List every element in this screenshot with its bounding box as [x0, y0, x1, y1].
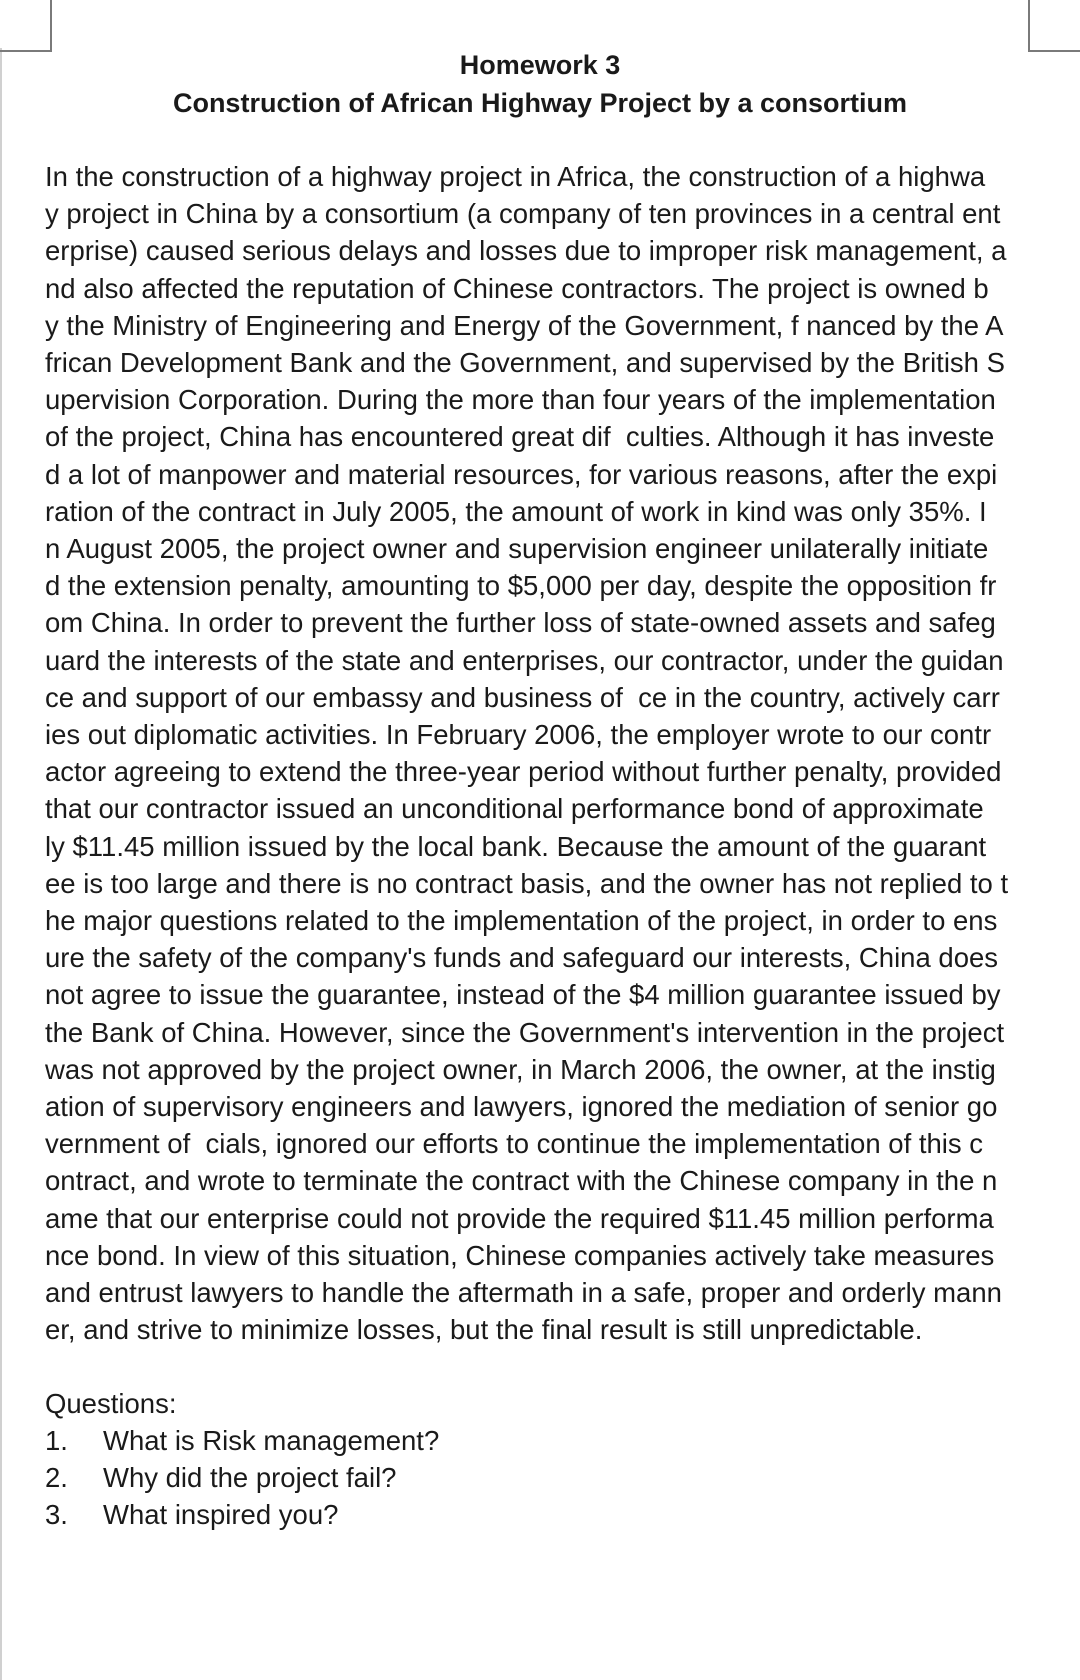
body-line: ation of supervisory engineers and lawyers, ignored the mediation of senior go	[45, 1091, 998, 1123]
question-text: Why did the project fail?	[103, 1462, 397, 1493]
body-line: y project in China by a consortium (a company of ten provinces in a central ent	[45, 198, 1001, 230]
body-line: nd also affected the reputation of Chinese contractors. The project is owned b	[45, 272, 989, 304]
question-text: What is Risk management?	[103, 1425, 440, 1456]
question-item	[45, 1422, 1035, 1459]
question-item	[45, 1459, 1035, 1496]
body-line: actor agreeing to extend the three-year period without further penalty, provided	[45, 756, 1002, 788]
body-line: d a lot of manpower and material resources, for various reasons, after the expi	[45, 458, 998, 490]
body-line: vernment of cials, ignored our efforts to continue the implementation of this c	[45, 1128, 984, 1160]
body-line: ration of the contract in July 2005, the amount of work in kind was only 35%. I	[45, 495, 987, 527]
question-number: 3.	[45, 1499, 68, 1530]
body-line: upervision Corporation. During the more than four years of the implementation	[45, 384, 996, 416]
document-header	[0, 46, 1080, 122]
body-line: ame that our enterprise could not provide the required $11.45 million performa	[45, 1202, 994, 1234]
document-body	[45, 158, 1035, 1349]
body-line: ce and support of our embassy and business of ce in the country, actively carr	[45, 681, 1000, 713]
body-line: nce bond. In view of this situation, Chinese companies actively take measures	[45, 1239, 995, 1271]
question-number: 1.	[45, 1425, 68, 1456]
document-subtitle: Construction of African Highway Project by a consortium	[172, 88, 908, 118]
crop-mark-top-right	[1028, 0, 1080, 52]
body-line: ure the safety of the company's funds and safeguard our interests, China does	[45, 942, 999, 974]
body-line: er, and strive to minimize losses, but the final result is still unpredictable.	[45, 1314, 923, 1346]
body-line: ly $11.45 million issued by the local bank. Because the amount of the guarant	[45, 830, 987, 862]
questions-section	[45, 1385, 1035, 1533]
body-line: uard the interests of the state and enterprises, our contractor, under the guidan	[45, 644, 1004, 676]
body-line: he major questions related to the implementation of the project, in order to ens	[45, 905, 998, 937]
page-edge	[0, 48, 2, 1680]
crop-mark-top-left	[0, 0, 52, 52]
body-line: frican Development Bank and the Government, and supervised by the British S	[45, 347, 1005, 379]
body-line: not agree to issue the guarantee, instead of the $4 million guarantee issued by	[45, 979, 1001, 1011]
questions-heading: Questions:	[45, 1388, 177, 1419]
body-line: the Bank of China. However, since the Government's intervention in the project	[45, 1016, 1005, 1048]
question-item	[45, 1496, 1035, 1533]
question-text: What inspired you?	[103, 1499, 339, 1530]
body-line: ontract, and wrote to terminate the contract with the Chinese company in the n	[45, 1165, 998, 1197]
document-title: Homework 3	[459, 50, 621, 80]
body-line: ee is too large and there is no contract basis, and the owner has not replied to t	[45, 867, 1009, 899]
question-number: 2.	[45, 1462, 68, 1493]
body-line: ies out diplomatic activities. In February 2006, the employer wrote to our contr	[45, 719, 992, 751]
body-line: In the construction of a highway project in Africa, the construction of a highwa	[45, 161, 986, 192]
body-line: y the Ministry of Engineering and Energy of the Government, f nanced by the A	[45, 309, 1004, 341]
body-line: of the project, China has encountered great dif culties. Although it has investe	[45, 421, 995, 453]
body-line: and entrust lawyers to handle the aftermath in a safe, proper and orderly mann	[45, 1277, 1002, 1309]
body-line: om China. In order to prevent the further loss of state-owned assets and safeg	[45, 607, 996, 639]
body-line: was not approved by the project owner, in March 2006, the owner, at the instig	[45, 1053, 996, 1085]
body-line: that our contractor issued an unconditional performance bond of approximate	[45, 793, 984, 825]
body-line: d the extension penalty, amounting to $5,000 per day, despite the opposition fr	[45, 570, 997, 602]
body-line: erprise) caused serious delays and losses due to improper risk management, a	[45, 235, 1007, 267]
questions-list	[45, 1422, 1035, 1533]
body-line: n August 2005, the project owner and supervision engineer unilaterally initiate	[45, 533, 989, 565]
